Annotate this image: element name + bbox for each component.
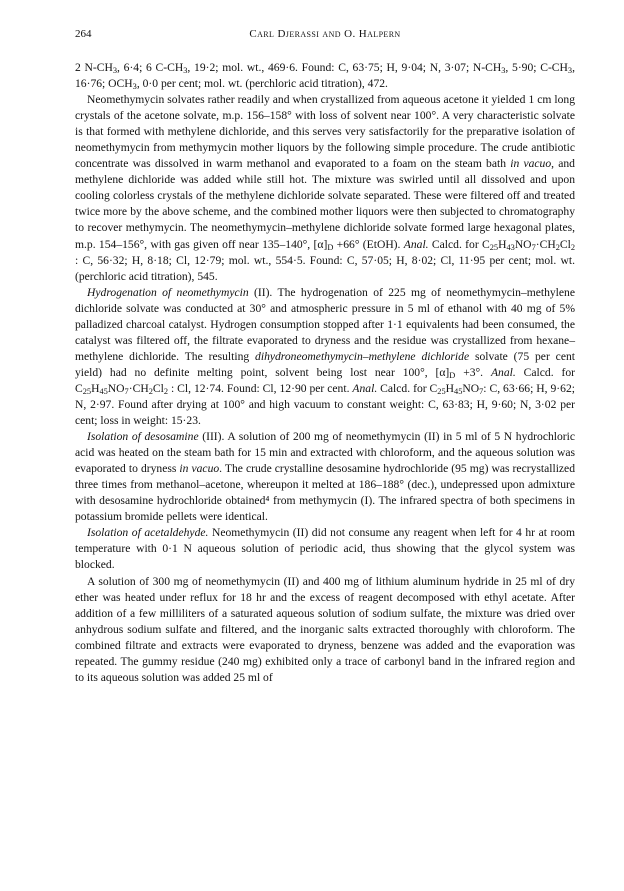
running-header bbox=[75, 28, 575, 46]
running-head-authors: Carl Djerassi and O. Halpern bbox=[249, 28, 401, 40]
page-number: 264 bbox=[75, 28, 92, 40]
paragraph-analysis-continued: 2 $N-CH_3$, 6·4; 6 $C-CH_3$, 19·2; mol. wt., 469·6. Found: C, 63·75; H, 9·04; N, 3·07; $N-CH_3$, 5·90; $C-CH_3$, 16·76; $OCH_3$, 0·0 per cent; mol. wt. (perchloric acid titration), 472. bbox=[75, 61, 575, 92]
paragraph-solvates: Neomethymycin solvates rather readily and when crystallized from aqueous acetone it yielded 1 cm long crystals of the acetone solvate, m.p. 156–158° with loss of solvent near 100°. A very characteristic solvate is that formed with methylene dichloride, and this serves very satisfactorily for the preparative isolation of neomethymycin from methymycin mother liquors by the following simple procedure. The crude antibiotic concentrate was dissolved in warm methanol and evaporated to a foam on the steam bath in vacuo, and methylene dichloride was added while still hot. The mixture was swirled until all dissolved and upon cooling colorless crystals of the methylene dichloride solvate separated. These were filtered off and treated twice more by the above scheme, and the combined mother liquors were then subjected to chromatography to recover methymycin. The neomethymycin–methylene dichloride solvate formed large hexagonal plates, m.p. 154–156°, with gas given off near 135–140°, $[\alpha]_D +66^\circ$ (EtOH). Anal. Calcd. for $C_{25}H_{43}NO_7\cdot CH_2Cl_2$ : C, 56·32; H, 8·18; Cl, 12·79; mol. wt., 554·5. Found: C, 57·05; H, 8·02; Cl, 11·95 per cent; mol. wt. (perchloric acid titration), 545. bbox=[75, 93, 576, 283]
paragraph-hydrogenation: Hydrogenation of neomethymycin (II). The hydrogenation of 225 mg of neomethymycin–methylene dichloride solvate was conducted at 30° and atmospheric pressure in 5 ml of ethanol with 40 mg of 5% palladized charcoal catalyst. Hydrogen consumption stopped after 1·1 equivalents had been consumed, the catalyst was filtered off, the filtrate evaporated to dryness and the residue was crystallized from hexane–methylene dichloride. The resulting dihydroneomethymycin–methylene dichloride solvate (75 per cent yield) had no definite melting point, solvent being lost near 100°, $[\alpha]_D +3^\circ$. Anal. Calcd. for $C_{25}H_{45}NO_7\cdot CH_2Cl_2$ : Cl, 12·74. Found: Cl, 12·90 per cent. Anal. Calcd. for $C_{25}H_{45}NO_7$: C, 63·66; H, 9·62; N, 2·97. Found after drying at 100° and high vacuum to constant weight: C, 63·83; H, 9·60; N, 3·02 per cent; loss in weight: 15·23. bbox=[75, 285, 575, 428]
paragraph-desosamine: Isolation of desosamine (III). A solution of 200 mg of neomethymycin (II) in 5 ml of 5 N hydrochloric acid was heated on the steam bath for 15 min and extracted with chloroform, and the aqueous solution was evaporated to dryness in vacuo. The crude crystalline desosamine hydrochloride (95 mg) was recrystallized three times from methanol–acetone, whereupon it melted at 186–188° (dec.), undepressed upon admixture with desosamine hydrochloride obtained⁴ from methymycin (I). The infrared spectra of both specimens in potassium bromide pellets were identical. bbox=[75, 430, 576, 524]
article-body bbox=[75, 60, 575, 686]
paragraph-lithium-hydride: A solution of 300 mg of neomethymycin (II) and 400 mg of lithium aluminum hydride in 25 ml of dry ether was heated under reflux for 18 hr and the excess of reagent decomposed with ethyl acetate. After addition of a few milliliters of a saturated aqueous solution of sodium sulfate, the mixture was dried over anhydrous sodium sulfate and filtered, and the inorganic salts extracted thoroughly with chloroform. The combined filtrate and extracts were evaporated to dryness, benzene was added and the evaporation was repeated. The gummy residue (240 mg) exhibited only a trace of carbonyl band in the infrared region and to its aqueous solution was added 25 ml of bbox=[75, 574, 575, 684]
paragraph-acetaldehyde: Isolation of acetaldehyde. Neomethymycin (II) did not consume any reagent when left for 4 hr at room temperature with 0·1 N aqueous solution of periodic acid, thus showing that the glycol system was blocked. bbox=[75, 526, 575, 572]
